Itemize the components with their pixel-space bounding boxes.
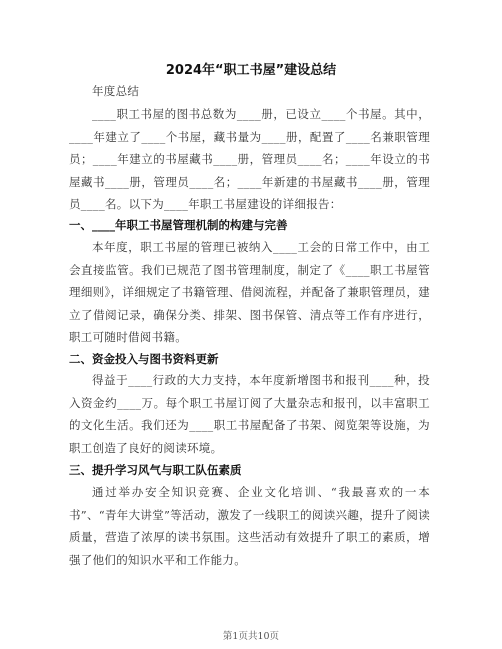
section-1-body: 本年度，职工书屋的管理已被纳入____工会的日常工作中，由工会直接监管。我们已规范了图书管理制度，制定了《____职工书屋管理细则》，详细规定了书籍管理、借阅流程，并配备了兼职管理员，建立了借阅记录，确保分类、排架、图书保管、清点等工作有序进行，职工可随时借阅书籍。 bbox=[69, 240, 430, 345]
intro-paragraph-block bbox=[69, 103, 430, 216]
document-label-block bbox=[69, 80, 430, 103]
intro-paragraph: ____职工书屋的图书总数为____册，已设立____个书屋。其中，____年建立了____个书屋，藏书量为____册，配置了____名兼职管理员；____年建立的书屋藏书____册，管理员____名；____年设立的书屋藏书____册，管理员____名；____年新建的书屋藏书____册，管理员____名。以下为____年职工书屋建设的详细报告： bbox=[69, 107, 430, 212]
section-2-body-block bbox=[69, 369, 430, 459]
section-3-heading: 三、提升学习风气与职工队伍素质 bbox=[69, 463, 242, 477]
section-2-body: 得益于____行政的大力支持，本年度新增图书和报刊____种，投入资金约____万。每个职工书屋订阅了大量杂志和报刊，以丰富职工的文化生活。我们还为____职工书屋配备了书架、阅览架等设施，为职工创造了良好的阅读环境。 bbox=[69, 373, 430, 455]
section-1-body-block bbox=[69, 236, 430, 349]
page-footer: 第1页共10页 bbox=[222, 631, 280, 642]
document-label: 年度总结 bbox=[92, 84, 140, 98]
section-1-heading: 一、____年职工书屋管理机制的构建与完善 bbox=[69, 218, 288, 232]
section-2-heading: 二、资金投入与图书资料更新 bbox=[69, 352, 219, 366]
section-3-body-block bbox=[69, 481, 430, 571]
document-title: 2024年“职工书屋”建设总结 bbox=[165, 63, 337, 78]
section-3-body: 通过举办安全知识竞赛、企业文化培训、“我最喜欢的一本书”、“青年大讲堂”等活动，激发了一线职工的阅读兴趣，提升了阅读质量，营造了浓厚的读书氛围。这些活动有效提升了职工的素质，增强了他们的知识水平和工作能力。 bbox=[69, 485, 430, 567]
